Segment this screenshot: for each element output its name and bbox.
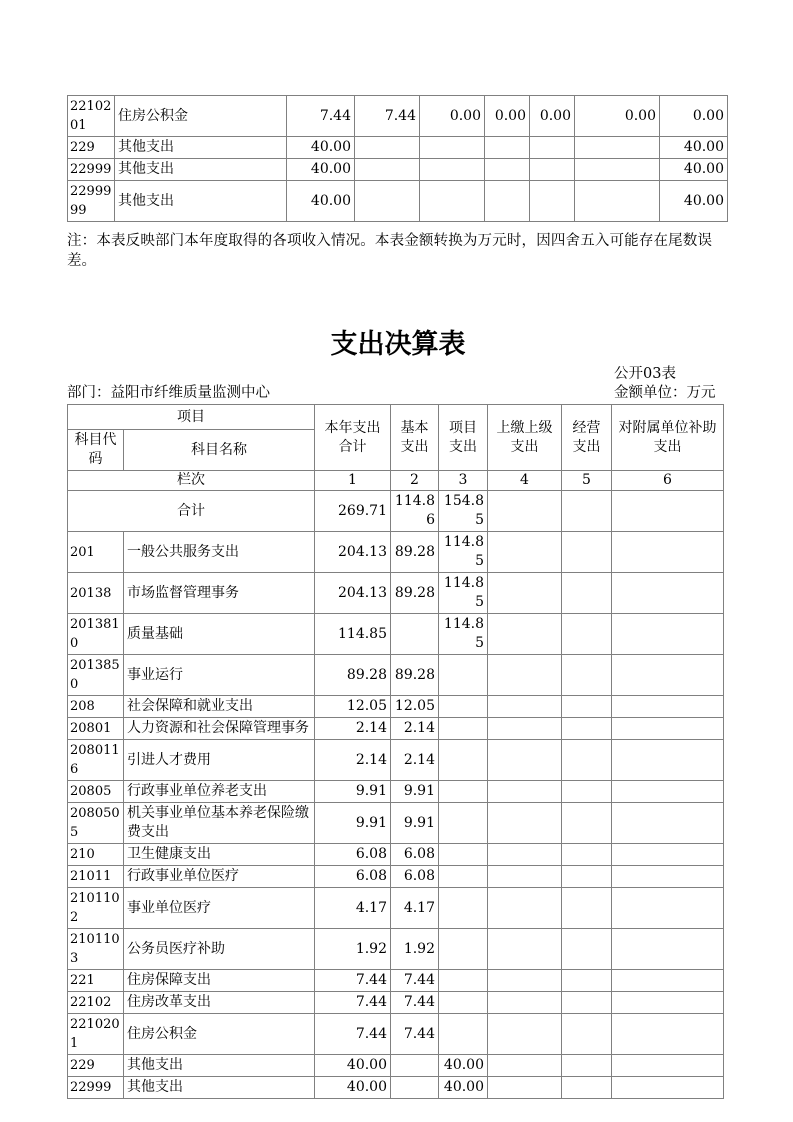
value-cell: 7.44: [315, 1014, 391, 1055]
name-cell: 其他支出: [115, 159, 287, 181]
value-cell: 89.28: [391, 655, 439, 696]
value-cell: [612, 696, 724, 718]
value-cell: 2.14: [391, 740, 439, 781]
name-header: 科目名称: [124, 430, 315, 471]
value-cell: [439, 970, 488, 992]
code-cell: 201: [68, 532, 124, 573]
value-cell: [488, 888, 562, 929]
code-cell: 2101102: [68, 888, 124, 929]
value-cell: 89.28: [315, 655, 391, 696]
value-cell: 9.91: [391, 781, 439, 803]
name-cell: 行政事业单位养老支出: [124, 781, 315, 803]
value-cell: 1.92: [391, 929, 439, 970]
value-cell: [439, 696, 488, 718]
value-cell: [439, 929, 488, 970]
data-row: [68, 696, 724, 718]
value-cell: [612, 803, 724, 844]
value-cell: 1.92: [315, 929, 391, 970]
value-cell: [575, 181, 660, 222]
value-cell: [488, 532, 562, 573]
value-cell: [562, 888, 612, 929]
total-value-1: 269.71: [315, 491, 391, 532]
value-cell: 2.14: [315, 718, 391, 740]
value-cell: [612, 532, 724, 573]
value-cell: [488, 1077, 562, 1099]
value-cell: 4.17: [315, 888, 391, 929]
value-cell: [420, 159, 485, 181]
income-table-fragment: [67, 95, 728, 222]
value-cell: [488, 655, 562, 696]
data-row: [68, 992, 724, 1014]
value-cell: 12.05: [315, 696, 391, 718]
value-cell: 114.85: [439, 573, 488, 614]
col-header-basic: 基本支出: [391, 405, 439, 471]
data-row: [68, 740, 724, 781]
value-cell: [488, 614, 562, 655]
value-cell: [562, 803, 612, 844]
value-cell: 9.91: [315, 781, 391, 803]
value-cell: [612, 573, 724, 614]
column-index-6: 6: [612, 471, 724, 491]
value-cell: [439, 781, 488, 803]
value-cell: [391, 1055, 439, 1077]
value-cell: 114.85: [439, 614, 488, 655]
value-cell: 40.00: [287, 159, 355, 181]
code-cell: 20805: [68, 781, 124, 803]
value-cell: [485, 181, 530, 222]
value-cell: [488, 781, 562, 803]
data-row: [68, 1055, 724, 1077]
col-header-year-total: 本年支出合计: [315, 405, 391, 471]
name-cell: 社会保障和就业支出: [124, 696, 315, 718]
data-row: [68, 718, 724, 740]
total-row: [68, 491, 724, 532]
code-cell: 21011: [68, 866, 124, 888]
value-cell: 0.00: [575, 96, 660, 137]
data-row: [68, 137, 728, 159]
total-value-6: [612, 491, 724, 532]
name-cell: 其他支出: [124, 1055, 315, 1077]
value-cell: 4.17: [391, 888, 439, 929]
value-cell: 7.44: [315, 970, 391, 992]
value-cell: 0.00: [660, 96, 728, 137]
value-cell: [562, 866, 612, 888]
value-cell: [562, 1014, 612, 1055]
value-cell: 40.00: [315, 1055, 391, 1077]
code-cell: 229: [68, 1055, 124, 1077]
value-cell: 114.85: [315, 614, 391, 655]
value-cell: [488, 844, 562, 866]
name-cell: 人力资源和社会保障管理事务: [124, 718, 315, 740]
column-index-2: 2: [391, 471, 439, 491]
code-cell: 22999: [68, 1077, 124, 1099]
value-cell: 204.13: [315, 573, 391, 614]
value-cell: [530, 159, 575, 181]
col-header-operating: 经营支出: [562, 405, 612, 471]
value-cell: 12.05: [391, 696, 439, 718]
value-cell: [612, 1077, 724, 1099]
value-cell: [612, 844, 724, 866]
value-cell: 40.00: [660, 181, 728, 222]
meta-line-table-code: [67, 366, 729, 383]
code-cell: 2210201: [68, 1014, 124, 1055]
meta-line-department: [67, 385, 729, 402]
name-cell: 卫生健康支出: [124, 844, 315, 866]
code-cell: 2299999: [68, 181, 115, 222]
department-label: 部门：益阳市纤维质量监测中心: [67, 385, 270, 401]
code-cell: 2013850: [68, 655, 124, 696]
value-cell: [562, 532, 612, 573]
expense-table-body: [68, 532, 724, 1099]
value-cell: [488, 970, 562, 992]
value-cell: [612, 718, 724, 740]
column-index-3: 3: [439, 471, 488, 491]
column-index-row: [68, 471, 724, 491]
data-row: [68, 781, 724, 803]
column-index-5: 5: [562, 471, 612, 491]
value-cell: [530, 137, 575, 159]
total-label: 合计: [68, 491, 315, 532]
value-cell: 2.14: [315, 740, 391, 781]
value-cell: [488, 992, 562, 1014]
value-cell: 40.00: [287, 137, 355, 159]
col-header-subsidy: 对附属单位补助支出: [612, 405, 724, 471]
code-cell: 2080116: [68, 740, 124, 781]
value-cell: [439, 718, 488, 740]
value-cell: [391, 614, 439, 655]
data-row: [68, 866, 724, 888]
value-cell: 7.44: [287, 96, 355, 137]
col-header-upward: 上缴上级支出: [488, 405, 562, 471]
value-cell: [562, 718, 612, 740]
code-cell: 208: [68, 696, 124, 718]
value-cell: 0.00: [530, 96, 575, 137]
value-cell: [488, 803, 562, 844]
value-cell: 7.44: [391, 970, 439, 992]
value-cell: [612, 992, 724, 1014]
name-cell: 住房改革支出: [124, 992, 315, 1014]
value-cell: [612, 740, 724, 781]
value-cell: [562, 740, 612, 781]
value-cell: 9.91: [315, 803, 391, 844]
code-cell: 20138: [68, 573, 124, 614]
value-cell: [562, 573, 612, 614]
data-row: [68, 532, 724, 573]
value-cell: [488, 718, 562, 740]
value-cell: [439, 1014, 488, 1055]
data-row: [68, 96, 728, 137]
value-cell: [439, 992, 488, 1014]
value-cell: 0.00: [420, 96, 485, 137]
value-cell: [612, 1014, 724, 1055]
value-cell: 2.14: [391, 718, 439, 740]
total-value-5: [562, 491, 612, 532]
data-row: [68, 159, 728, 181]
value-cell: [488, 740, 562, 781]
name-cell: 引进人才费用: [124, 740, 315, 781]
data-row: [68, 888, 724, 929]
code-header: 科目代码: [68, 430, 124, 471]
code-cell: 20801: [68, 718, 124, 740]
code-cell: 22999: [68, 159, 115, 181]
column-index-label: 栏次: [68, 471, 315, 491]
income-table-body: [68, 96, 728, 222]
data-row: [68, 844, 724, 866]
value-cell: [612, 655, 724, 696]
data-row: [68, 929, 724, 970]
code-cell: 221: [68, 970, 124, 992]
name-cell: 事业运行: [124, 655, 315, 696]
value-cell: [575, 137, 660, 159]
value-cell: [420, 181, 485, 222]
value-cell: [562, 614, 612, 655]
value-cell: [488, 1055, 562, 1077]
value-cell: 204.13: [315, 532, 391, 573]
total-value-2: 114.86: [391, 491, 439, 532]
value-cell: 6.08: [315, 866, 391, 888]
value-cell: [355, 159, 420, 181]
value-cell: [488, 929, 562, 970]
value-cell: 40.00: [315, 1077, 391, 1099]
value-cell: 40.00: [439, 1055, 488, 1077]
value-cell: 89.28: [391, 573, 439, 614]
name-cell: 住房公积金: [115, 96, 287, 137]
page-title: 支出决算表: [330, 329, 466, 360]
value-cell: [562, 844, 612, 866]
name-cell: 一般公共服务支出: [124, 532, 315, 573]
expense-table: [67, 404, 724, 1099]
value-cell: [420, 137, 485, 159]
value-cell: [562, 992, 612, 1014]
column-index-1: 1: [315, 471, 391, 491]
name-cell: 其他支出: [124, 1077, 315, 1099]
name-cell: 机关事业单位基本养老保险缴费支出: [124, 803, 315, 844]
value-cell: [391, 1077, 439, 1099]
name-cell: 质量基础: [124, 614, 315, 655]
name-cell: 住房保障支出: [124, 970, 315, 992]
name-cell: 行政事业单位医疗: [124, 866, 315, 888]
value-cell: [562, 781, 612, 803]
name-cell: 其他支出: [115, 137, 287, 159]
value-cell: [575, 159, 660, 181]
value-cell: [562, 970, 612, 992]
value-cell: [439, 866, 488, 888]
value-cell: [355, 181, 420, 222]
name-cell: 事业单位医疗: [124, 888, 315, 929]
value-cell: 7.44: [391, 1014, 439, 1055]
value-cell: [485, 159, 530, 181]
value-cell: [562, 929, 612, 970]
data-row: [68, 803, 724, 844]
total-value-3: 154.85: [439, 491, 488, 532]
value-cell: [355, 137, 420, 159]
code-cell: 2080505: [68, 803, 124, 844]
total-value-4: [488, 491, 562, 532]
data-row: [68, 181, 728, 222]
value-cell: 89.28: [391, 532, 439, 573]
data-row: [68, 970, 724, 992]
column-index-4: 4: [488, 471, 562, 491]
value-cell: [612, 781, 724, 803]
value-cell: 0.00: [485, 96, 530, 137]
value-cell: [488, 696, 562, 718]
expense-table-header: [68, 405, 724, 532]
value-cell: [488, 866, 562, 888]
value-cell: [562, 1077, 612, 1099]
data-row: [68, 573, 724, 614]
value-cell: 7.44: [355, 96, 420, 137]
project-header: 项目: [68, 405, 315, 430]
value-cell: [562, 696, 612, 718]
value-cell: [612, 888, 724, 929]
unit-label: 金额单位：万元: [614, 385, 716, 401]
data-row: [68, 1014, 724, 1055]
value-cell: [612, 929, 724, 970]
col-header-project-exp: 项目支出: [439, 405, 488, 471]
value-cell: [612, 614, 724, 655]
value-cell: [439, 803, 488, 844]
value-cell: 40.00: [287, 181, 355, 222]
code-cell: 2101103: [68, 929, 124, 970]
value-cell: 114.85: [439, 532, 488, 573]
code-cell: 2013810: [68, 614, 124, 655]
data-row: [68, 614, 724, 655]
value-cell: [488, 573, 562, 614]
header-row-project: [68, 405, 724, 430]
value-cell: 40.00: [660, 159, 728, 181]
code-cell: 2210201: [68, 96, 115, 137]
code-cell: 229: [68, 137, 115, 159]
value-cell: [612, 970, 724, 992]
value-cell: 40.00: [660, 137, 728, 159]
name-cell: 住房公积金: [124, 1014, 315, 1055]
name-cell: 其他支出: [115, 181, 287, 222]
value-cell: 6.08: [391, 866, 439, 888]
name-cell: 市场监督管理事务: [124, 573, 315, 614]
value-cell: 40.00: [439, 1077, 488, 1099]
table-code-label: 公开03表: [614, 366, 676, 382]
income-table-note: 注：本表反映部门本年度取得的各项收入情况。本表金额转换为万元时，因四舍五入可能存在尾数误差。: [67, 233, 712, 269]
value-cell: [562, 655, 612, 696]
value-cell: [439, 655, 488, 696]
value-cell: [485, 137, 530, 159]
value-cell: 6.08: [315, 844, 391, 866]
value-cell: 6.08: [391, 844, 439, 866]
value-cell: 7.44: [391, 992, 439, 1014]
code-cell: 210: [68, 844, 124, 866]
data-row: [68, 1077, 724, 1099]
value-cell: [439, 844, 488, 866]
value-cell: [439, 888, 488, 929]
value-cell: [612, 1055, 724, 1077]
value-cell: 9.91: [391, 803, 439, 844]
code-cell: 22102: [68, 992, 124, 1014]
value-cell: [530, 181, 575, 222]
data-row: [68, 655, 724, 696]
value-cell: [439, 740, 488, 781]
value-cell: [612, 866, 724, 888]
value-cell: 7.44: [315, 992, 391, 1014]
value-cell: [488, 1014, 562, 1055]
name-cell: 公务员医疗补助: [124, 929, 315, 970]
value-cell: [562, 1055, 612, 1077]
